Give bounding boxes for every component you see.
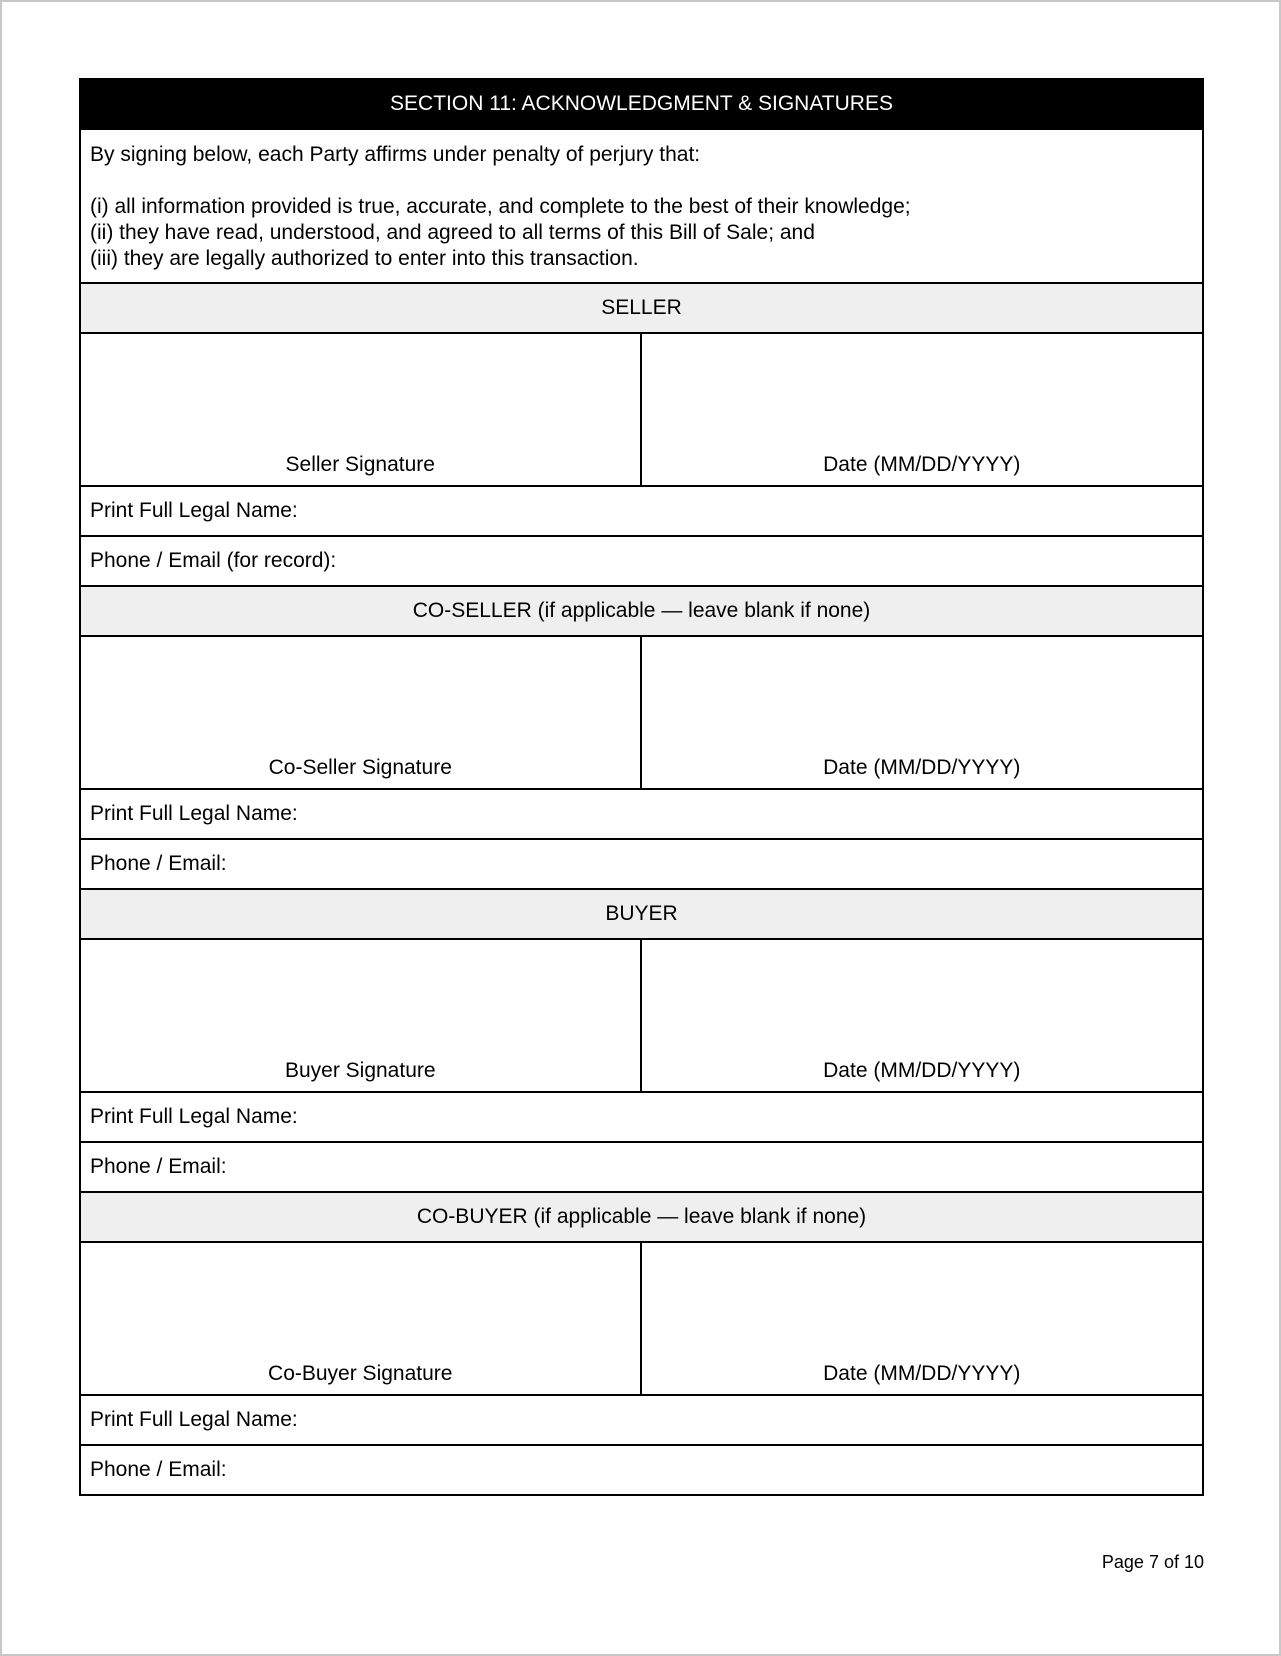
co-buyer-date-label: Date (MM/DD/YYYY) — [823, 1362, 1021, 1385]
co-seller-contact-field[interactable] — [81, 838, 1202, 888]
acknowledgment-text — [81, 128, 1202, 282]
co-buyer-contact-label: Phone / Email: — [90, 1458, 227, 1481]
clause-i: (i) all information provided is true, accurate, and complete to the best of their knowledge; — [90, 195, 911, 218]
buyer-contact-label: Phone / Email: — [90, 1155, 227, 1178]
buyer-contact-field[interactable] — [81, 1141, 1202, 1191]
co-buyer-name-label: Print Full Legal Name: — [90, 1408, 298, 1431]
co-buyer-signature-field[interactable] — [81, 1243, 642, 1394]
buyer-heading: BUYER — [81, 888, 1202, 938]
buyer-name-label: Print Full Legal Name: — [90, 1105, 298, 1128]
buyer-signature-row — [81, 938, 1202, 1091]
intro-lead: By signing below, each Party affirms under penalty of perjury that: — [90, 143, 701, 166]
buyer-date-label: Date (MM/DD/YYYY) — [823, 1059, 1021, 1082]
co-buyer-contact-field[interactable] — [81, 1444, 1202, 1494]
co-seller-signature-label: Co-Seller Signature — [268, 756, 452, 779]
buyer-name-field[interactable] — [81, 1091, 1202, 1141]
seller-name-label: Print Full Legal Name: — [90, 499, 298, 522]
co-seller-name-field[interactable] — [81, 788, 1202, 838]
co-seller-date-field[interactable] — [642, 637, 1203, 788]
signature-form — [79, 78, 1204, 1496]
co-seller-signature-row — [81, 635, 1202, 788]
co-seller-heading: CO-SELLER (if applicable — leave blank if none) — [81, 585, 1202, 635]
buyer-signature-label: Buyer Signature — [284, 1059, 436, 1082]
co-seller-contact-label: Phone / Email: — [90, 852, 227, 875]
co-seller-name-label: Print Full Legal Name: — [90, 802, 298, 825]
seller-signature-label: Seller Signature — [285, 453, 435, 476]
seller-name-field[interactable] — [81, 485, 1202, 535]
seller-signature-field[interactable] — [81, 334, 642, 485]
buyer-signature-field[interactable] — [81, 940, 642, 1091]
seller-signature-row — [81, 332, 1202, 485]
co-buyer-date-field[interactable] — [642, 1243, 1203, 1394]
page-number: Page 7 of 10 — [1101, 1552, 1204, 1572]
buyer-date-field[interactable] — [642, 940, 1203, 1091]
seller-contact-label: Phone / Email (for record): — [90, 549, 337, 572]
co-buyer-signature-label: Co-Buyer Signature — [268, 1362, 453, 1385]
seller-contact-field[interactable] — [81, 535, 1202, 585]
seller-date-field[interactable] — [642, 334, 1203, 485]
co-buyer-name-field[interactable] — [81, 1394, 1202, 1444]
co-buyer-signature-row — [81, 1241, 1202, 1394]
seller-date-label: Date (MM/DD/YYYY) — [823, 453, 1021, 476]
clause-iii: (iii) they are legally authorized to enter into this transaction. — [90, 247, 639, 270]
seller-heading: SELLER — [81, 282, 1202, 332]
co-seller-date-label: Date (MM/DD/YYYY) — [823, 756, 1021, 779]
section-title: SECTION 11: ACKNOWLEDGMENT & SIGNATURES — [81, 80, 1202, 128]
clause-ii: (ii) they have read, understood, and agreed to all terms of this Bill of Sale; and — [90, 221, 815, 244]
co-buyer-heading: CO-BUYER (if applicable — leave blank if none) — [81, 1191, 1202, 1241]
co-seller-signature-field[interactable] — [81, 637, 642, 788]
